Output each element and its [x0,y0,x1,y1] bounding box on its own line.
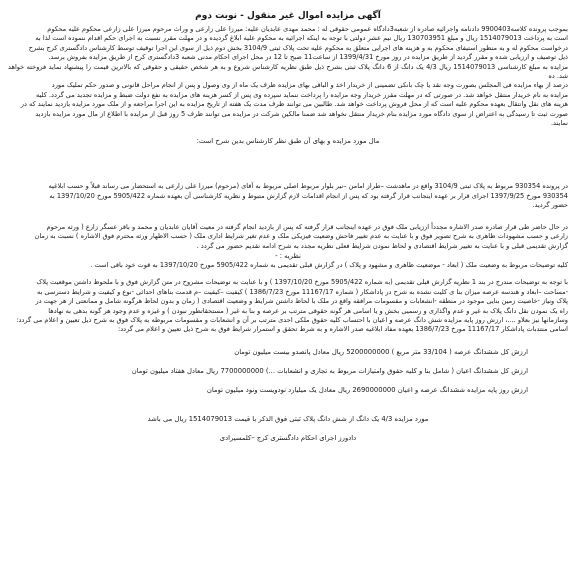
intro-line: هزینه های نقل وانتقال بعهده محکوم علیه است که از محل فروش پرداخت خواهد شد. طالبین می توانند ظرف مدت یک هفته از تاریخ مزایده به این اجرا مراجعه و از ملک مورد مزایده بازدید نمایند که در [20,100,568,109]
property-line: 930354 مورخ 1397/9/25 اجرای قرار بر عهده اینجانب قرار گرفته بود که پس از انجام اقدامات لازم گزارش متبوط و نظریه کارشناسی آن بعهده شماره 5905/422 مورخ 1397/10/20 به [49,191,568,200]
property-paragraph [8,182,568,210]
intro-line: نمایند. [550,119,568,128]
opinion-line: کلیه توضیحات مربوط به وضعیت ملک ( ابعاد - موضعیت ظاهری و مشهود و پلاک ) در گزارش قبلی تقدیمی به شماره 5905/422 مورخ 1397/10/20 به قوت خود باقی است . [90,260,568,269]
opinion-paragraph [8,261,568,335]
assessment-paragraph [8,223,568,251]
opinion-line: اسامی منتدبات پاداشکار 11167/17 مورخ 1386/7/23 بعهده مفاد ابلاغیه صدر الاشاره و به شرط تحقق و استمرار شرایط فوق به شرح ذیل تعیین و اعلام می گردد: [118,325,568,334]
signature-line: دادورز اجرای احکام دادگستری کرج –کلمسیرادی [219,433,357,442]
value-list [8,347,568,396]
assessment-line: زارعی و حسب مشهودات ظاهری به شرح تصویر فوق و با عنایت به عدم تغییر فاحش وضعیت فیزیکی ملک و عدم تغیر شرایط اداری ملک ( حسب الاظهار ورثه محترم فوق الاشاره ) نسبت به زمان [34,232,568,241]
opinion-line: وسازمانها نیز بعلاو ....، ارزش روز پایه مزایده شش دانگ عرصه و اعیان با احتساب کلیه حقوق ملکی احدی مترتب بر آن و انشعابات و مقسومات مربوطه به پلاک فوق به شرح ذیل تعیین و اعلام می گردد: [16,315,568,324]
opinion-line: راه یک نمودن نقل دانگ پلاک به غیر و عدم واگذاری و رسمیی بخش و یا اسامی هر گونه حقوقی مترتب بر عرصه و بنا به غیر ( مستحقاتطور نبودن ) و غیره و عدم وجود هر گونه بدهی به نهادها [48,306,568,315]
intro-line: مزایده به نام خریدار منتقل خواهد شد. در صورتی که در مهلت مقرر خریدار وجه مزایده را پرداخت ننماید سپرده وی پس از کسر هزینه های مزایده به نفع دولت ضبط و مزایده تجدید می گردد. کلیه [36,90,568,99]
auction-share-statement: مورد مزایده 4/3 یک دانگ از شش دانگ پلاک ثبتی فوق الذکر با قیمت 1514079013 ریال می باشد [147,414,429,423]
property-line: حضور گردید. [532,201,568,210]
assessment-line: در حال حاضر طی قرار صادره صدر الاشاره مجدداً ارزیابی ملک فوق در عهده اینجانب قرار گرفته که پس از بازدید انجام گرفته در معیت آقایان عابدیان و محمد و باقر عسگر زارع ( ورثه مرحوم [46,222,568,231]
value-line-base-price: ارزش روز پایه مزایده ششدانگ عرصه و اعیان 2690000000 ریال معادل یک میلیارد نودویست ونود میلیون تومان [206,385,528,394]
value-line-building: ارزش کل ششدانگ اعیان ( شامل بنا و کلیه حقوق وامتیازات مربوط به تجاری و انشعابات ...) 7700000000 ریال معادل هفتاد میلیون تومان [131,366,528,375]
property-line: در پرونده 930354 مربوط به پلاک ثبتی 3104/9 واقع در ماهدشت –طراز امامن –نیر بلوار مربوط اصلی مربوط به آقای (مرحوم) میرزا علی زارعی به استحضار می رساند قبلاً و حسب ابلاغیه [48,182,568,191]
opinion-line: پلاک ونیاز -خاصیت زمین بنایی موجود در منطقه -انشعابات و مقسومات مرافقه واقع در ملک با لحاظ داشتن شرایط و وضعیت اقتصادی ( زمان و بدون لحاظ هرگونه شامل و ممانعتی از هر جهت در [35,297,568,306]
intro-line: صورت ثبت تا رسیدگی به اعتراض از سوی دادگاه مورد مزایده بنام خریدار منتقل نخواهد شد ضمنا مالکین شرکت در مزایده می توانند ظرف 5 روز قبل از مزایده با اطلاع از مال مورد مزایده بازدید [35,109,568,118]
intro-line: مزایده به مبلغ کارشناسی 1514079013 ریال 4/3 یک دانگ از 6 دانگ پلاک ثبتی بشرح ذیل طبق نظریه کارشناس شروع و به هر شخص حقیقی و حقوقی که بالاترین قیمت را پیشنهاد نماید فروخته خواهد شد. ده [8,62,568,81]
intro-line: ذیل توصیف و ارزیابی شده و مقرر گردید از طریق مزایده در روز مورخ 1399/4/31 از ساعت11 صبح تا 12 در محل اجرای احکام مدنی شعبه 3دادگستری کرج از طریق مزایده بفروش برسد. [48,53,568,62]
section-heading: مال مورد مزایده و بهای آن طبق نظر کارشناس بدین شرح است: [196,137,380,146]
intro-paragraph [8,25,568,128]
opinion-line: -مساحت –ابعاد و هندسه عرصه میزان بنا ی کلیت نشده به شرح در پاداشکار ( شماره 11167/17 مورخ 1386/7/23 ) کیفیت –کیفیت –م قدمت بناهای احداثی -نوع و کیفیت و شرایط دسترسی به [36,287,568,296]
opinion-label: نظریه : - [275,251,301,260]
opinion-line: با توجه به توضیحات مندرج در بند 1 نظریه گزارش قبلی تقدیمی (به شماره 5905/422 مورخ 1397/10/20 ) و با عنایت به توضیحات مشروح در متن گزارش فوق و با ملحوظ داشتن موقعیت پلاک [36,278,568,287]
intro-line: بموجب پرونده کلاسه9900403 دادنامه واجرائیه صادره از شعبه3دادگاه عمومی حقوقی له : محمد مهدی عابدیان علیه: میرزا علی زارعی و وراث مرحوم میرزا علی زارعی محکوم علیه محکوم [47,25,568,33]
assessment-line: گزارش تقدیمی قبلی و با عنایت به تغییر شرایط اقتصادی و لحاظ نمودن شرایط فعلی نظریه مجدد به شرح ادامه تقدیم حضور می گردد . [196,241,568,250]
intro-line: درصد از بهاء مزایده فی المجلس بصورت وجه نقد یا چک بانکی تضمینی از خریدار اخذ و الباقی بهای مزایده ظرف یک ماه از وی وصول و پس از انجام مراحل قانونی و صدور حکم تملیک مورد [51,81,568,90]
intro-line: درخواست محکوم له و به منظور استیفای محکوم به و هزینه های اجرایی متعلق به محکوم علیه تحت پلاک ثبتی 3104/9 بخش دوم ذیل از سوی این اجرا توقیف توسط کارشناس دادگستری کرج بشرح [28,43,568,52]
value-line-land: ارزش کل ششدانگ عرصه ( 33/104 متر مربع ) 5200000000 ریال معادل پانصدو بیست میلیون تومان [234,347,528,356]
intro-line: است به پرداخت 1514079013 ریال و مبلغ 130703951 ریال نیم عشر دولتی با توجه به اینکه اجرائیه به محکوم علیه ابلاغ گردیده و در مهلت مقرر نسبت به اجرای حکم اقدام ننموده است لذا به [35,34,568,43]
notice-title: آگهی مزایده اموال غیر منقول - نوبت دوم [195,11,381,21]
